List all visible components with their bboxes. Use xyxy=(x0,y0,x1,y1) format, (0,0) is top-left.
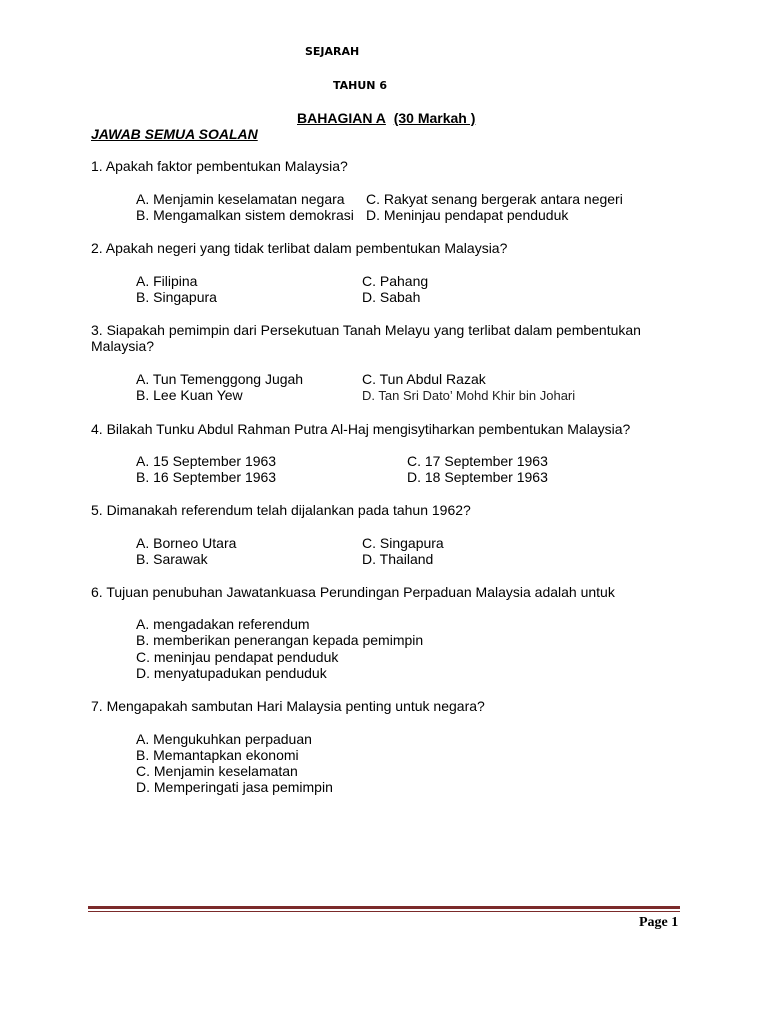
option-b: B. Singapura xyxy=(136,289,217,305)
question-text: 5. Dimanakah referendum telah dijalankan pada tahun 1962? xyxy=(91,502,471,518)
option-b: B. Memantapkan ekonomi xyxy=(136,747,299,763)
option-d: D. menyatupadukan penduduk xyxy=(136,665,327,681)
question-text: 2. Apakah negeri yang tidak terlibat dalam pembentukan Malaysia? xyxy=(91,240,508,256)
part-heading xyxy=(297,110,475,126)
option-a: A. Borneo Utara xyxy=(136,535,237,551)
year-title: TAHUN 6 xyxy=(333,79,387,92)
option-b: B. 16 September 1963 xyxy=(136,469,277,485)
option-a: A. Menjamin keselamatan negara xyxy=(136,191,345,207)
option-a: A. Filipina xyxy=(136,273,198,289)
option-c: C. 17 September 1963 xyxy=(407,453,548,469)
option-d: D. 18 September 1963 xyxy=(407,469,548,485)
option-a: A. 15 September 1963 xyxy=(136,453,277,469)
footer-rule-thick xyxy=(88,906,680,909)
option-a: A. mengadakan referendum xyxy=(136,616,310,632)
option-b: B. Mengamalkan sistem demokrasi xyxy=(136,207,354,223)
option-b: B. Lee Kuan Yew xyxy=(136,387,243,403)
part-label: BAHAGIAN A xyxy=(297,110,386,126)
question-text: 4. Bilakah Tunku Abdul Rahman Putra Al-Haj mengisytiharkan pembentukan Malaysia? xyxy=(91,421,631,437)
option-d: D. Tan Sri Dato’ Mohd Khir bin Johari xyxy=(362,388,576,403)
option-a: A. Mengukuhkan perpaduan xyxy=(136,731,312,747)
option-d: D. Thailand xyxy=(362,551,434,567)
option-c: C. Pahang xyxy=(362,273,429,289)
option-b: B. Sarawak xyxy=(136,551,208,567)
instruction: JAWAB SEMUA SOALAN xyxy=(91,126,258,142)
option-c: C. Tun Abdul Razak xyxy=(362,371,486,387)
option-c: C. Menjamin keselamatan xyxy=(136,763,298,779)
option-d: D. Sabah xyxy=(362,289,421,305)
page-number: Page 1 xyxy=(639,915,679,930)
option-b: B. memberikan penerangan kepada pemimpin xyxy=(136,632,424,648)
question-text: 1. Apakah faktor pembentukan Malaysia? xyxy=(91,158,348,174)
question-text-line1: 3. Siapakah pemimpin dari Persekutuan Tanah Melayu yang terlibat dalam pembentukan xyxy=(91,322,641,338)
part-marks: (30 Markah ) xyxy=(393,110,476,126)
footer-rule-thin xyxy=(88,911,680,912)
option-d: D. Meninjau pendapat penduduk xyxy=(366,207,569,223)
option-c: C. Rakyat senang bergerak antara negeri xyxy=(366,191,623,207)
option-a: A. Tun Temenggong Jugah xyxy=(136,371,304,387)
question-text: 6. Tujuan penubuhan Jawatankuasa Perundingan Perpaduan Malaysia adalah untuk xyxy=(91,584,615,600)
subject-title: SEJARAH xyxy=(305,45,360,58)
option-c: C. Singapura xyxy=(362,535,444,551)
option-c: C. meninjau pendapat penduduk xyxy=(136,649,339,665)
question-text: 7. Mengapakah sambutan Hari Malaysia penting untuk negara? xyxy=(91,698,485,714)
option-d: D. Memperingati jasa pemimpin xyxy=(136,779,333,795)
question-text-line2: Malaysia? xyxy=(91,338,155,354)
